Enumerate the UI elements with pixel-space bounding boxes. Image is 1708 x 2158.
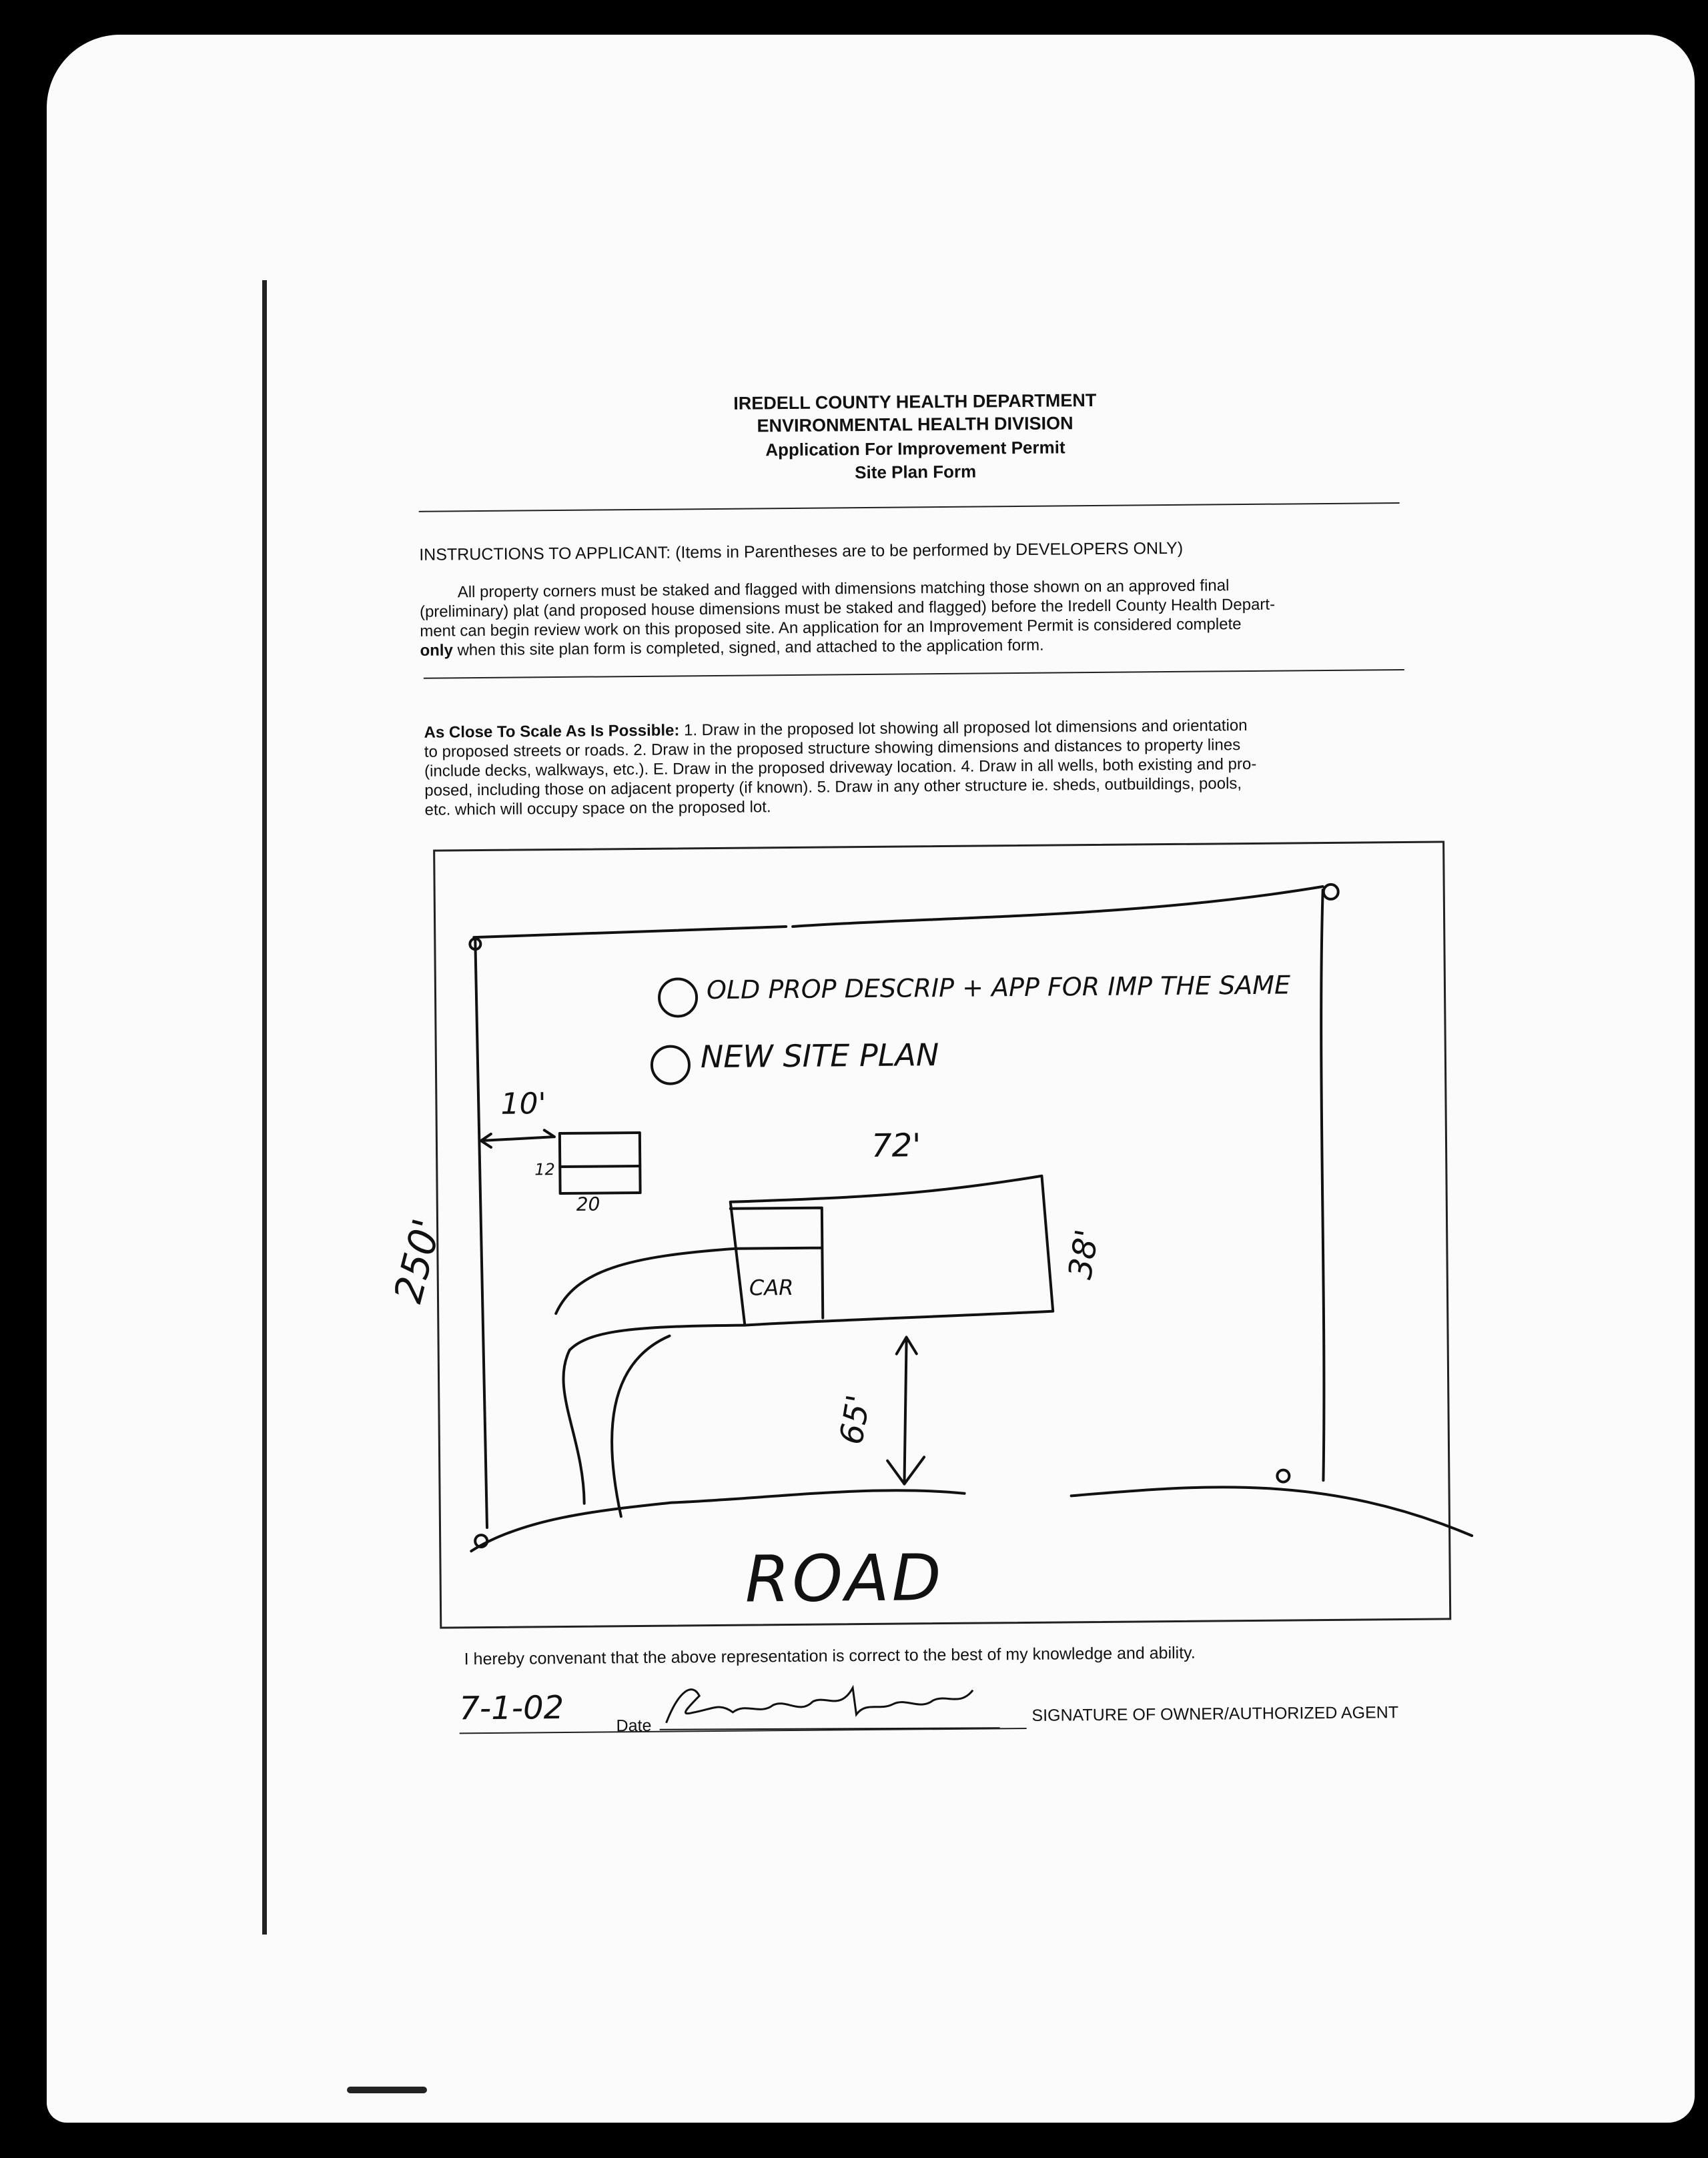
instructions-line: ment can begin review work on this proposed site. An application for an Improvement Permit is considered complete: [420, 615, 1242, 640]
road-edge: [471, 1485, 1472, 1551]
division-title: ENVIRONMENTAL HEALTH DIVISION: [757, 413, 1074, 436]
shed-outline: [560, 1133, 640, 1193]
signature-label: SIGNATURE OF OWNER/AUTHORIZED AGENT: [1031, 1703, 1399, 1725]
dim-label-20: 20: [576, 1193, 600, 1215]
scale-note-line: As Close To Scale As Is Possible: 1. Draw in the proposed lot showing all proposed lot dimensions and orientation: [424, 716, 1248, 742]
lot-line-right: [1318, 890, 1328, 1480]
covenant-statement: I hereby convenant that the above representation is correct to the best of my knowledge and ability.: [464, 1643, 1196, 1669]
dim-arrow-65: [887, 1337, 925, 1484]
scale-note-line: etc. which will occupy space on the proposed lot.: [424, 798, 771, 819]
dim-label-72: 72': [871, 1127, 921, 1165]
dim-label-38: 38': [1061, 1226, 1107, 1282]
date-value: 7-1-02: [459, 1689, 564, 1728]
sketch-note-old-prop: OLD PROP DESCRIP + APP FOR IMP THE SAME: [706, 970, 1291, 1005]
scale-note-line: to proposed streets or roads. 2. Draw in the proposed structure showing dimensions and distances to property lines: [424, 736, 1241, 761]
garage-outline: [731, 1208, 823, 1319]
sketch-note-new-site-plan: NEW SITE PLAN: [700, 1037, 939, 1075]
dim-label-250: 250': [385, 1214, 450, 1307]
date-label: Date: [616, 1716, 652, 1736]
form-title: Application For Improvement Permit: [765, 437, 1065, 460]
dim-label-10: 10': [500, 1087, 546, 1121]
dim-arrow-10: [481, 1130, 554, 1147]
dim-label-65: 65': [833, 1392, 878, 1448]
dim-label-12: 12: [534, 1160, 555, 1179]
form-subtitle: Site Plan Form: [855, 461, 977, 483]
house-outline: [730, 1176, 1053, 1325]
label-car: CAR: [749, 1274, 794, 1301]
driveway: [555, 1249, 746, 1517]
lot-line-top: [474, 887, 1324, 937]
department-title: IREDELL COUNTY HEALTH DEPARTMENT: [733, 390, 1097, 414]
label-road: ROAD: [745, 1540, 945, 1617]
scale-note-line: (include decks, walkways, etc.). E. Draw in the proposed driveway location. 4. Draw in all wells, both existing and pro-: [424, 754, 1257, 780]
instructions-line: All property corners must be staked and flagged with dimensions matching those shown on an approved final: [457, 576, 1230, 602]
scale-note-line: posed, including those on adjacent property (if known). 5. Draw in any other structure ie. sheds, outbuildings, pools,: [424, 774, 1242, 800]
instructions-line: (preliminary) plat (and proposed house dimensions must be staked and flagged) before the Iredell County Health Depart-: [419, 595, 1276, 621]
lot-line-left: [475, 941, 487, 1528]
handwritten-signature: [653, 1673, 1027, 1736]
instructions-line: only when this site plan form is completed, signed, and attached to the application form.: [420, 636, 1044, 660]
instructions-heading: INSTRUCTIONS TO APPLICANT: (Items in Parentheses are to be performed by DEVELOPERS ONLY): [419, 538, 1184, 564]
